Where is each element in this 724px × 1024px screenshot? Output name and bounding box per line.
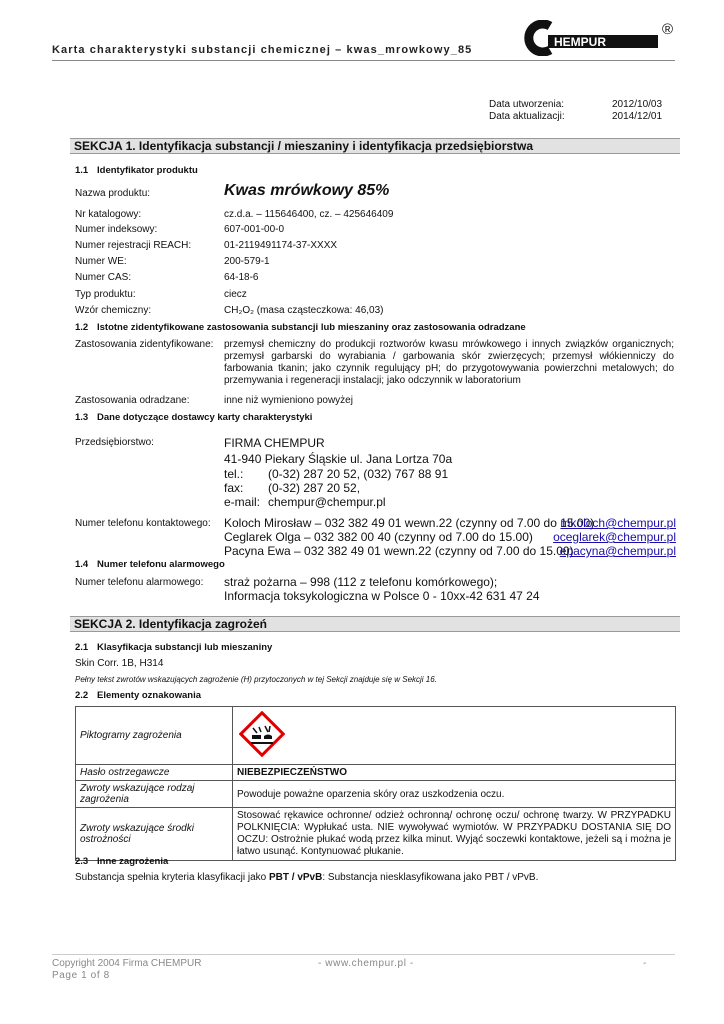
contact-email-link[interactable]: oceglarek@chempur.pl xyxy=(553,530,676,544)
subsection-1-1 xyxy=(75,165,198,176)
subsection-number: 1.3 xyxy=(75,412,89,423)
alarm-line-1: straż pożarna – 998 (112 z telefonu komórkowego); xyxy=(224,575,498,589)
other-hazards-bold: PBT / vPvB xyxy=(268,872,323,883)
reach-value: 01-2119491174-37-XXXX xyxy=(224,240,338,251)
pictograms-cell xyxy=(233,707,676,765)
subsection-number: 2.3 xyxy=(75,856,89,867)
company-label: Przedsiębiorstwo: xyxy=(75,437,154,448)
header-divider xyxy=(52,60,675,61)
table-row xyxy=(76,707,676,765)
table-row xyxy=(76,808,676,861)
precautionary-statements-value: Stosować rękawice ochronne/ odzież ochronną/ ochronę oczu/ ochronę twarzy. W PRZYPADKU POLKNIĘCIA: Wypłukać usta. NIE wywoływać wymiotów. W PRZYPADKU DOSTANIA SIĘ DO OCZU: Ostrożnie płukać wodą przez kilka minut. Wyjąć soczewki kontaktowe, jeżeli są i można je łatwo usunąć. Kontynuować płukanie. xyxy=(233,808,676,861)
advised-value: inne niż wymieniono powyżej xyxy=(224,395,353,406)
tel-label: tel.: xyxy=(224,467,244,481)
section1-heading: SEKCJA 1. Identyfikacja substancji / mieszaniny i identyfikacja przedsiębiorstwa xyxy=(70,138,680,154)
we-label: Numer WE: xyxy=(75,256,127,267)
other-hazards-suffix: : Substancja niesklasyfikowana jako PBT / vPvB. xyxy=(322,872,539,883)
subsection-number: 2.1 xyxy=(75,642,89,653)
other-hazards-prefix: Substancja spełnia kryteria klasyfikacji jako xyxy=(75,872,267,883)
footer-divider xyxy=(52,954,675,955)
subsection-2-3 xyxy=(75,856,168,867)
document-title: Karta charakterystyki substancji chemicznej – kwas_mrowkowy_85 xyxy=(52,44,473,56)
signal-word-label: Hasło ostrzegawcze xyxy=(76,765,233,781)
alarm-label: Numer telefonu alarmowego: xyxy=(75,577,204,588)
product-type-label: Typ produktu: xyxy=(75,289,136,300)
hazard-statements-value: Powoduje poważne oparzenia skóry oraz uszkodzenia oczu. xyxy=(233,781,676,808)
updated-label: Data aktualizacji: xyxy=(489,111,565,122)
index-label: Numer indeksowy: xyxy=(75,224,158,235)
subsection-title: Identyfikator produktu xyxy=(97,165,198,176)
hazard-statements-label: Zwroty wskazujące rodzaj zagrożenia xyxy=(76,781,233,808)
classification-value: Skin Corr. 1B, H314 xyxy=(75,658,164,669)
contact-line: Pacyna Ewa – 032 382 49 01 wewn.22 (czynny od 7.00 do 15.00) xyxy=(224,544,574,558)
company-email[interactable]: chempur@chempur.pl xyxy=(268,495,386,509)
subsection-number: 1.2 xyxy=(75,322,89,333)
created-label: Data utworzenia: xyxy=(489,99,565,110)
subsection-number: 1.4 xyxy=(75,559,89,570)
catalog-value: cz.d.a. – 115646400, cz. – 425646409 xyxy=(224,209,394,220)
cas-value: 64-18-6 xyxy=(224,272,259,283)
contact-label: Numer telefonu kontaktowego: xyxy=(75,518,211,529)
labelling-table xyxy=(75,706,676,861)
contact-email-link[interactable]: mkoloch@chempur.pl xyxy=(560,516,676,530)
formula-label: Wzór chemiczny: xyxy=(75,305,152,316)
footer-website: - www.chempur.pl - xyxy=(318,958,414,969)
contact-line: Ceglarek Olga – 032 382 00 40 (czynny od 7.00 do 15.00) xyxy=(224,530,533,544)
other-hazards-text xyxy=(75,872,538,883)
footer-page-number: Page 1 of 8 xyxy=(52,970,110,981)
footer-dash: - xyxy=(643,958,647,969)
subsection-1-4 xyxy=(75,559,225,570)
fax-label: fax: xyxy=(224,481,244,495)
table-row xyxy=(76,781,676,808)
chempur-logo-icon xyxy=(520,20,680,56)
reach-label: Numer rejestracji REACH: xyxy=(75,240,192,251)
subsection-2-2 xyxy=(75,690,201,701)
alarm-line-2: Informacja toksykologiczna w Polsce 0 - 10xx-42 631 47 24 xyxy=(224,589,540,603)
section2-heading: SEKCJA 2. Identyfikacja zagrożeń xyxy=(70,616,680,632)
we-value: 200-579-1 xyxy=(224,256,270,267)
catalog-label: Nr katalogowy: xyxy=(75,209,142,220)
subsection-title: Istotne zidentyfikowane zastosowania substancji lub mieszaniny oraz zastosowania odradzane xyxy=(97,322,526,333)
subsection-title: Inne zagrożenia xyxy=(97,856,169,867)
fax-value: (0-32) 287 20 52, xyxy=(268,481,361,495)
product-name-value: Kwas mrówkowy 85% xyxy=(224,182,390,199)
table-row xyxy=(76,765,676,781)
created-value: 2012/10/03 xyxy=(612,99,663,110)
subsection-title: Klasyfikacja substancji lub mieszaniny xyxy=(97,642,273,653)
pictograms-label: Piktogramy zagrożenia xyxy=(76,707,233,765)
uses-label: Zastosowania zidentyfikowane: xyxy=(75,339,214,350)
company-name: FIRMA CHEMPUR xyxy=(224,436,325,450)
subsection-1-3 xyxy=(75,412,312,423)
tel-value: (0-32) 287 20 52, (032) 767 88 91 xyxy=(268,467,449,481)
logo-text: HEMPUR xyxy=(554,35,607,49)
company-address: 41-940 Piekary Śląskie ul. Jana Lortza 70a xyxy=(224,452,453,466)
subsection-2-1 xyxy=(75,642,272,653)
signal-word-value: NIEBEZPIECZEŃSTWO xyxy=(233,765,676,781)
subsection-title: Elementy oznakowania xyxy=(97,690,202,701)
product-name-label: Nazwa produktu: xyxy=(75,188,151,199)
contact-line: Koloch Mirosław – 032 382 49 01 wewn.22 (czynny od 7.00 do 15.00) xyxy=(224,516,595,530)
index-value: 607-001-00-0 xyxy=(224,224,285,235)
updated-value: 2014/12/01 xyxy=(612,111,663,122)
footer-copyright: Copyright 2004 Firma CHEMPUR xyxy=(52,958,202,969)
classification-note: Pełny tekst zwrotów wskazujących zagrożenie (H) przytoczonych w tej Sekcji znajduje się w Sekcji 16. xyxy=(75,675,437,684)
subsection-number: 1.1 xyxy=(75,165,89,176)
advised-label: Zastosowania odradzane: xyxy=(75,395,190,406)
corrosion-pictogram-icon xyxy=(239,711,285,760)
email-label: e-mail: xyxy=(224,495,261,509)
precautionary-statements-label: Zwroty wskazujące środki ostrożności xyxy=(76,808,233,861)
cas-label: Numer CAS: xyxy=(75,272,132,283)
subsection-title: Numer telefonu alarmowego xyxy=(97,559,225,570)
uses-value: przemysł chemiczny do produkcji roztworów kwasu mrówkowego i innych związków organicznych; przemysł garbarski do wyrabiania / garbowania skór zwierzęcych; przemysł włókienniczy do farbowania tkanin; jako czynnik regulujący pH; do przygotowywania powierzchni metalowych; do przemywania i regeneracji instalacji; jako odczynnik w laboratorium xyxy=(224,339,674,386)
formula-value: CH₂O₂ (masa cząsteczkowa: 46,03) xyxy=(224,305,384,316)
subsection-1-2 xyxy=(75,322,526,333)
product-type-value: ciecz xyxy=(224,289,247,300)
contact-email-link[interactable]: epacyna@chempur.pl xyxy=(559,544,676,558)
subsection-title: Dane dotyczące dostawcy karty charakterystyki xyxy=(97,412,313,423)
subsection-number: 2.2 xyxy=(75,690,89,701)
registered-mark: ® xyxy=(662,21,674,38)
